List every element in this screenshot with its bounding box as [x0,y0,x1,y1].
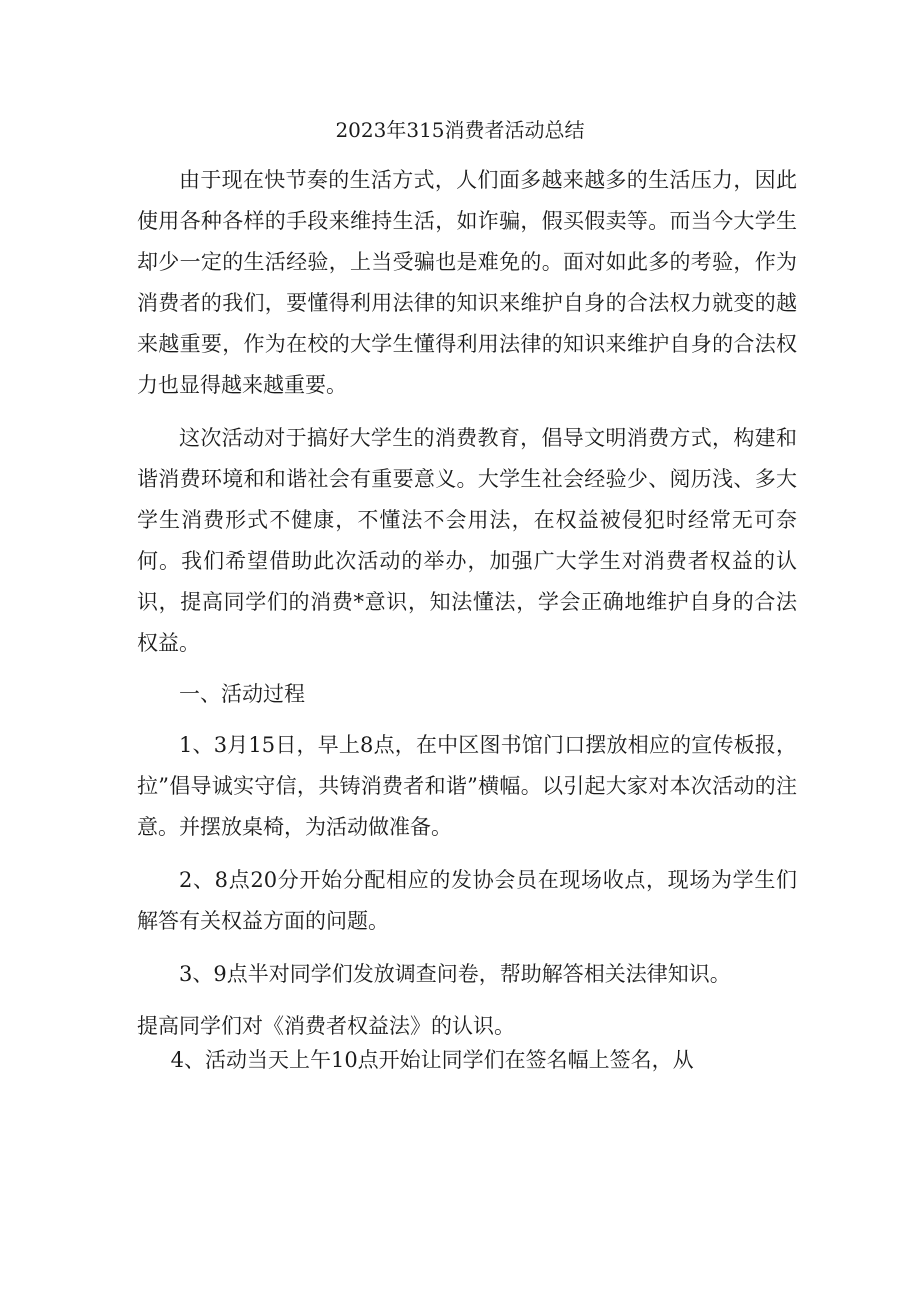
section-heading-activity-process: 一、活动过程 [179,682,305,706]
paragraph-step-3-continued: 提高同学们对《消费者权益法》的认识。 [137,1014,515,1038]
paragraph-intro: 由于现在快节奏的生活方式，人们面多越来越多的生活压力，因此使用各种各样的手段来维持生活，如诈骗，假买假卖等。而当今大学生却少一定的生活经验，上当受骗也是难免的。面对如此多的考验，作为消费者的我们，要懂得利用法律的知识来维护自身的合法权力就变的越来越重要，作为在校的大学生懂得利用法律的知识来维护自身的合法权力也显得越来越重要。 [137,168,797,397]
document-title: 2023年315消费者活动总结 [335,118,585,142]
paragraph-step-2: 2、8点20分开始分配相应的发协会员在现场收点，现场为学生们解答有关权益方面的问题。 [137,868,797,933]
paragraph-significance: 这次活动对于搞好大学生的消费教育，倡导文明消费方式，构建和谐消费环境和和谐社会有重要意义。大学生社会经验少、阅历浅、多大学生消费形式不健康，不懂法不会用法，在权益被侵犯时经常无可奈何。我们希望借助此次活动的举办，加强广大学生对消费者权益的认识，提高同学们的消费*意识，知法懂法，学会正确地维护自身的合法权益。 [137,426,797,655]
paragraph-step-4: 4、活动当天上午10点开始让同学们在签名幅上签名，从 [170,1048,694,1072]
paragraph-step-1: 1、3月15日，早上8点，在中区图书馆门口摆放相应的宣传板报，拉”倡导诚实守信，共铸消费者和谐”横幅。以引起大家对本次活动的注意。并摆放桌椅，为活动做准备。 [137,733,797,839]
document-body [137,160,797,1077]
paragraph-step-3: 3、9点半对同学们发放调查问卷，帮助解答相关法律知识。 [179,962,731,986]
